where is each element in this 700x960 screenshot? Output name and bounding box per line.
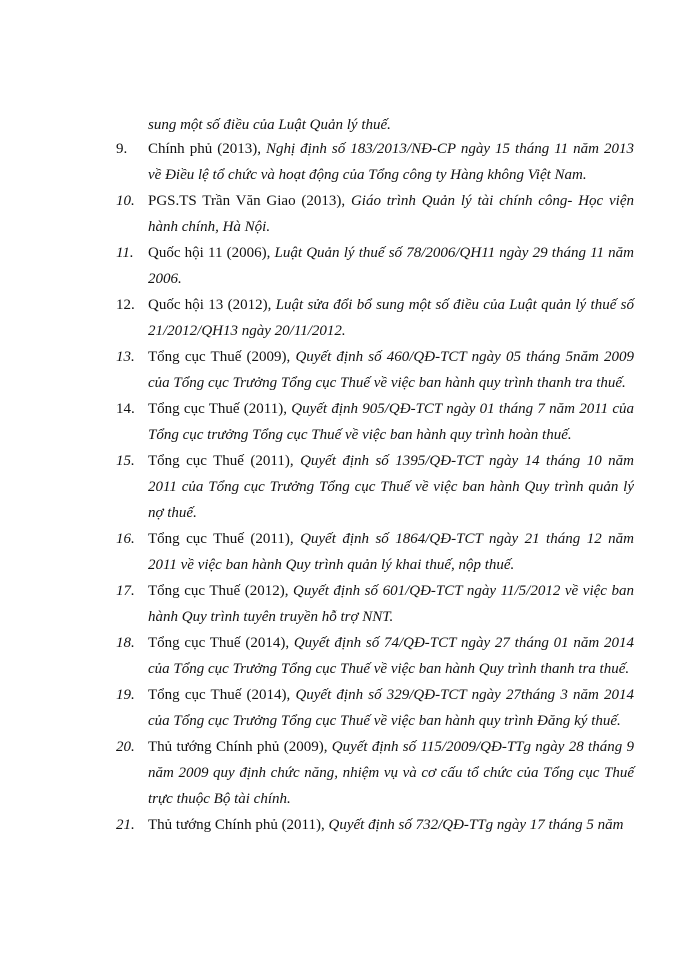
reference-author: Tổng cục Thuế (2011), <box>148 453 301 469</box>
reference-title: Quyết định số 74/QĐ-TCT ngày 27 tháng 01 năm 2014 của Tổng cục Trưởng Tổng cục Thuế về việc ban hành Quy trình thanh tra thuế. <box>148 635 634 677</box>
reference-text <box>148 188 634 240</box>
reference-title: Quyết định số 460/QĐ-TCT ngày 05 tháng 5năm 2009 của Tổng cục Trưởng Tổng cục Thuế về việc ban hành quy trình thanh tra thuế. <box>148 349 634 391</box>
reference-item <box>0 344 700 396</box>
reference-item <box>0 292 700 344</box>
reference-number: 18. <box>116 635 135 651</box>
reference-number: 9. <box>116 141 128 157</box>
reference-number: 16. <box>116 531 135 547</box>
reference-text <box>148 344 634 396</box>
reference-author: Thủ tướng Chính phủ (2009), <box>148 739 332 755</box>
reference-number: 13. <box>116 349 135 365</box>
reference-text <box>148 136 634 188</box>
reference-text <box>148 448 634 526</box>
reference-list <box>0 136 700 838</box>
reference-item <box>0 136 700 188</box>
reference-item <box>0 240 700 292</box>
reference-item <box>0 578 700 630</box>
reference-text <box>148 292 634 344</box>
reference-number: 17. <box>116 583 135 599</box>
reference-item <box>0 188 700 240</box>
reference-title: Luật Quản lý thuế số 78/2006/QH11 ngày 29 tháng 11 năm 2006. <box>148 245 635 287</box>
reference-title: Quyết định số 732/QĐ-TTg ngày 17 tháng 5 năm <box>328 817 624 833</box>
reference-number: 19. <box>116 687 135 703</box>
reference-title: Nghị định số 183/2013/NĐ-CP ngày 15 tháng 11 năm 2013 về Điều lệ tổ chức và hoạt động của Tổng công ty Hàng không Việt Nam. <box>148 141 634 183</box>
reference-title: Quyết định số 115/2009/QĐ-TTg ngày 28 tháng 9 năm 2009 quy định chức năng, nhiệm vụ và cơ cấu tổ chức của Tổng cục Thuế trực thuộc Bộ tài chính. <box>148 739 634 807</box>
reference-item <box>0 448 700 526</box>
continuation-text: sung một số điều của Luật Quản lý thuế. <box>148 117 391 133</box>
reference-title: Quyết định số 329/QĐ-TCT ngày 27tháng 3 năm 2014 của Tổng cục Trưởng Tổng cục Thuế về việc ban hành quy trình Đăng ký thuế. <box>148 687 634 729</box>
reference-author: Quốc hội 11 (2006), <box>148 245 275 261</box>
reference-title: Luật sửa đổi bổ sung một số điều của Luật quản lý thuế số 21/2012/QH13 ngày 20/11/2012. <box>148 297 634 339</box>
reference-text <box>148 526 634 578</box>
reference-title: Quyết định số 1864/QĐ-TCT ngày 21 tháng 12 năm 2011 về việc ban hành Quy trình quản lý khai thuế, nộp thuế. <box>148 531 634 573</box>
reference-title: Quyết định số 1395/QĐ-TCT ngày 14 tháng 10 năm 2011 của Tổng cục Trưởng Tổng cục Thuế về việc ban hành Quy trình quản lý nợ thuế. <box>148 453 634 521</box>
reference-number: 14. <box>116 401 135 417</box>
reference-author: Tổng cục Thuế (2014), <box>148 687 296 703</box>
reference-text <box>148 578 634 630</box>
reference-number: 20. <box>116 739 135 755</box>
reference-item <box>0 682 700 734</box>
reference-title: Quyết định 905/QĐ-TCT ngày 01 tháng 7 năm 2011 của Tổng cục trưởng Tổng cục Thuế về việc ban hành quy trình hoàn thuế. <box>148 401 634 443</box>
reference-item <box>0 630 700 682</box>
reference-author: Thủ tướng Chính phủ (2011), <box>148 817 329 833</box>
reference-text <box>148 396 634 448</box>
reference-author: Tổng cục Thuế (2009), <box>148 349 296 365</box>
reference-number: 10. <box>116 193 135 209</box>
reference-number: 15. <box>116 453 135 469</box>
reference-number: 12. <box>116 297 135 313</box>
reference-item <box>0 526 700 578</box>
reference-item <box>0 734 700 812</box>
reference-text <box>148 812 634 838</box>
reference-text <box>148 682 634 734</box>
reference-text <box>148 630 634 682</box>
reference-number: 21. <box>116 817 135 833</box>
reference-author: Quốc hội 13 (2012), <box>148 297 276 313</box>
reference-title: Quyết định số 601/QĐ-TCT ngày 11/5/2012 về việc ban hành Quy trình tuyên truyền hỗ trợ NNT. <box>148 583 634 625</box>
reference-item <box>0 812 700 838</box>
reference-author: Tổng cục Thuế (2012), <box>148 583 294 599</box>
reference-text <box>148 734 634 812</box>
reference-item <box>0 396 700 448</box>
reference-text <box>148 240 634 292</box>
reference-author: Tổng cục Thuế (2011), <box>148 401 292 417</box>
reference-author: Tổng cục Thuế (2014), <box>148 635 294 651</box>
reference-title: Giáo trình Quản lý tài chính công- Học viện hành chính, Hà Nội. <box>148 193 634 235</box>
reference-author: Tổng cục Thuế (2011), <box>148 531 301 547</box>
reference-author: PGS.TS Trần Văn Giao (2013), <box>148 193 351 209</box>
reference-author: Chính phủ (2013), <box>148 141 266 157</box>
reference-number: 11. <box>116 245 134 261</box>
